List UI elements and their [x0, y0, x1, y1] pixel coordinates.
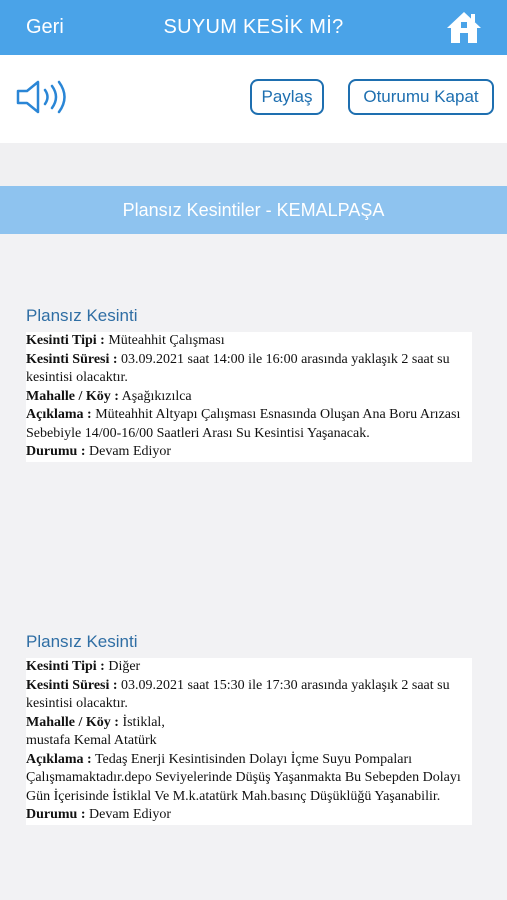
- outage-card: [26, 306, 472, 462]
- description-label: Açıklama :: [26, 407, 92, 422]
- top-bar: [0, 0, 507, 55]
- outage-title: Plansız Kesinti: [26, 632, 138, 651]
- status-value: Devam Ediyor: [89, 807, 172, 822]
- outage-details: [26, 658, 472, 825]
- outage-card: [26, 632, 472, 825]
- home-icon[interactable]: [446, 10, 482, 44]
- type-label: Kesinti Tipi :: [26, 659, 105, 674]
- status-label: Durumu :: [26, 807, 86, 822]
- back-button[interactable]: Geri: [26, 16, 64, 38]
- status-label: Durumu :: [26, 444, 86, 459]
- type-label: Kesinti Tipi :: [26, 333, 105, 348]
- speaker-icon[interactable]: [16, 79, 70, 115]
- outage-title: Plansız Kesinti: [26, 306, 138, 325]
- duration-label: Kesinti Süresi :: [26, 677, 118, 693]
- district-label: Mahalle / Köy :: [26, 388, 119, 404]
- type-value: Müteahhit Çalışması: [108, 333, 225, 348]
- section-title: Plansız Kesintiler - KEMALPAŞA: [0, 186, 507, 234]
- description-value: Tedaş Enerji Kesintisinden Dolayı İçme Suyu Pompaları Çalışmamaktadır.depo Seviyelerinde Düşüş Yaşanmakta Bu Sebepden Dolayı Gün İçerisinde İstiklal Ve M.k.atatürk Mah.basınç Düşüklüğü Yaşanabilir.: [26, 751, 461, 804]
- outage-list: [0, 234, 507, 900]
- description-label: Açıklama :: [26, 751, 92, 767]
- district-value: İstiklal,: [122, 714, 165, 730]
- app-title: SUYUM KESİK Mİ?: [163, 16, 344, 38]
- description-value: Müteahhit Altyapı Çalışması Esnasında Oluşan Ana Boru Arızası Sebebiyle 14/00-16/00 Saatleri Arası Su Kesintisi Yaşanacak.: [26, 407, 461, 441]
- status-value: Devam Ediyor: [89, 444, 172, 459]
- type-value: Diğer: [108, 659, 141, 674]
- outage-details: [26, 332, 472, 462]
- logout-button[interactable]: Oturumu Kapat: [348, 79, 494, 115]
- district-label: Mahalle / Köy :: [26, 714, 119, 730]
- district-value: Aşağıkızılca: [121, 388, 192, 404]
- share-button[interactable]: Paylaş: [250, 79, 324, 115]
- district-value-line2: mustafa Kemal Atatürk: [26, 733, 157, 748]
- toolbar: [0, 55, 507, 143]
- duration-value: 03.09.2021 saat 14:00 ile 16:00 arasında yaklaşık 2 saat su kesintisi olacaktır.: [26, 351, 450, 385]
- duration-label: Kesinti Süresi :: [26, 351, 118, 367]
- duration-value: 03.09.2021 saat 15:30 ile 17:30 arasında yaklaşık 2 saat su kesintisi olacaktır.: [26, 677, 450, 711]
